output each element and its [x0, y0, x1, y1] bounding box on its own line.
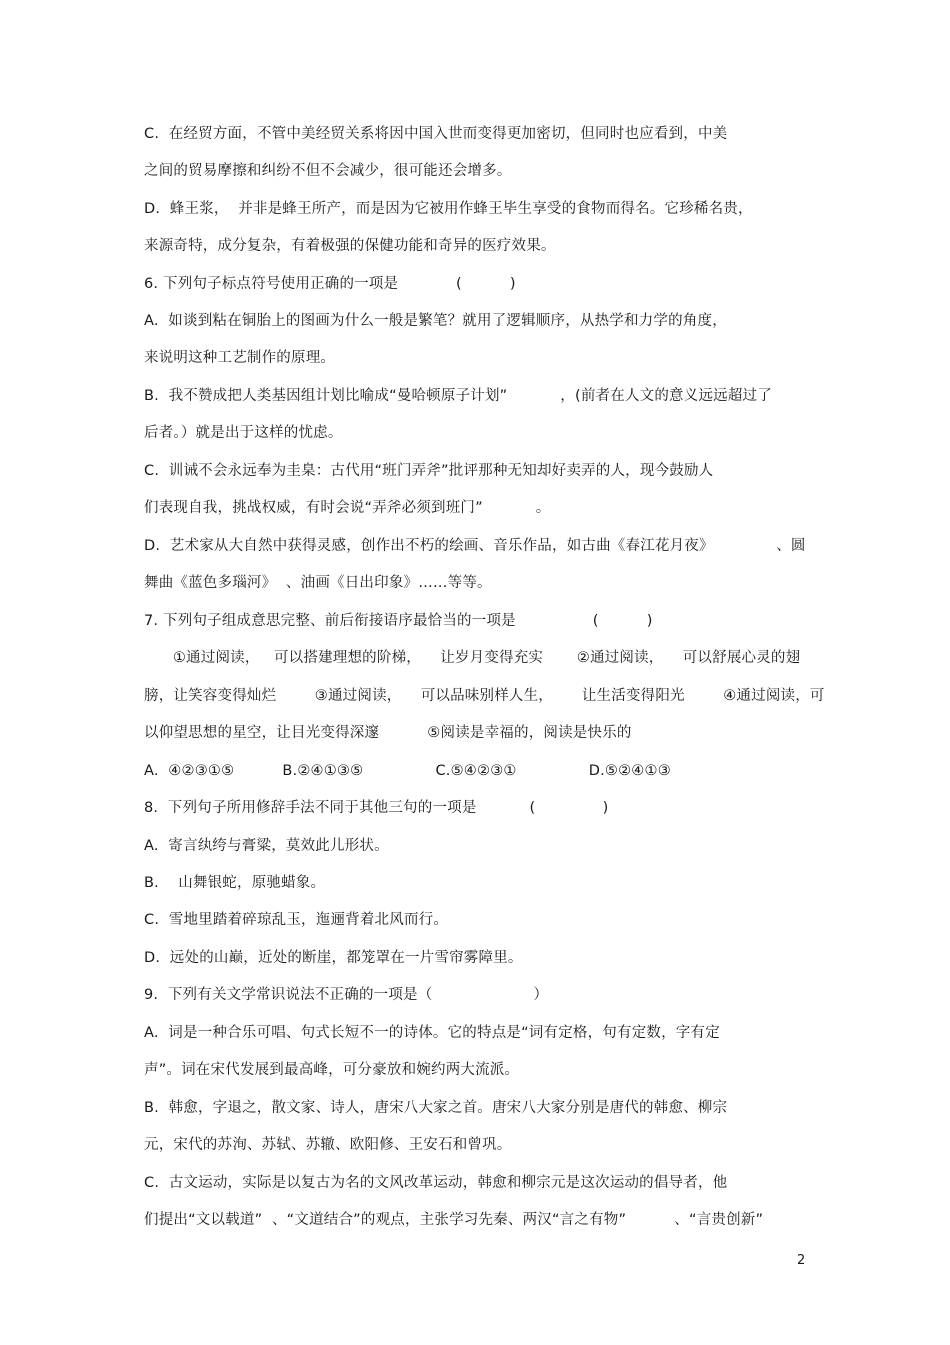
text-line: C. 在经贸方面，不管中美经贸关系将因中国入世而变得更加密切，但同时也应看到，中美 [144, 126, 728, 142]
text-line: 以仰望思想的星空，让目光变得深邃 ⑤阅读是幸福的，阅读是快乐的 [144, 725, 632, 741]
text-line: A. 词是一种合乐可唱、句式长短不一的诗体。它的特点是“词有定格，句有定数，字有定 [144, 1025, 720, 1041]
text-line: B. 山舞银蛇，原驰蜡象。 [144, 875, 326, 891]
text-line: C. 雪地里踏着碎琼乱玉，迤逦背着北风而行。 [144, 912, 449, 928]
text-line: C. 训诫不会永远奉为圭臬：古代用“班门弄斧”批评那种无知却好卖弄的人，现今鼓励人 [144, 463, 714, 479]
text-line: B. 我不赞成把人类基因组计划比喻成“曼哈顿原子计划” ，(前者在人文的意义远远超过了 [144, 388, 772, 404]
text-line: 声”。词在宋代发展到最高峰，可分豪放和婉约两大流派。 [144, 1062, 520, 1078]
text-line: 舞曲《蓝色多瑙河》 、油画《日出印象》……等等。 [144, 575, 492, 591]
text-line: 膀，让笑容变得灿烂 ③通过阅读， 可以品味别样人生， 让生活变得阳光 ④通过阅读，可 [144, 688, 825, 704]
text-line: A. 如谈到粘在铜胎上的图画为什么一般是繁笔？就用了逻辑顺序，从热学和力学的角度， [144, 313, 727, 329]
text-line: A. 寄言纨绔与膏粱，莫效此儿形状。 [144, 838, 389, 854]
text-line: 们表现自我，挑战权威，有时会说“弄斧必须到班门” 。 [144, 500, 551, 516]
text-line: 后者。）就是出于这样的忧虑。 [144, 425, 343, 441]
question-8: 8. 下列句子所用修辞手法不同于其他三句的一项是 ( ) [144, 800, 609, 816]
text-line: ①通过阅读， 可以搭建理想的阶梯， 让岁月变得充实 ②通过阅读， 可以舒展心灵的翅 [144, 650, 801, 666]
text-line: 元，宋代的苏洵、苏轼、苏辙、欧阳修、王安石和曾巩。 [144, 1137, 512, 1153]
text-line: D. 远处的山巅，近处的断崖，都笼罩在一片雪帘雾障里。 [144, 950, 523, 966]
question-7: 7. 下列句子组成意思完整、前后衔接语序最恰当的一项是 ( ) [144, 613, 653, 629]
text-line: 们提出“文以载道” 、“文道结合”的观点，主张学习先秦、两汉“言之有物” 、“言贵创新” [144, 1212, 764, 1228]
page-number: 2 [797, 1253, 806, 1268]
answer-options: A. ④②③①⑤ B.②④①③⑤ C.⑤④②③① D.⑤②④①③ [144, 763, 671, 779]
text-line: B. 韩愈，字退之，散文家、诗人，唐宋八大家之首。唐宋八大家分别是唐代的韩愈、柳宗 [144, 1100, 728, 1116]
text-line: 来源奇特，成分复杂，有着极强的保健功能和奇异的医疗效果。 [144, 238, 556, 254]
text-line: D. 艺术家从大自然中获得灵感，创作出不朽的绘画、音乐作品，如古曲《春江花月夜》 、圆 [144, 538, 806, 554]
text-line: D. 蜂王浆， 并非是蜂王所产，而是因为它被用作蜂王毕生享受的食物而得名。它珍稀名贵， [144, 201, 753, 217]
text-line: 来说明这种工艺制作的原理。 [144, 350, 336, 366]
text-line: 之间的贸易摩擦和纠纷不但不会减少，很可能还会增多。 [144, 163, 512, 179]
question-9: 9. 下列有关文学常识说法不正确的一项是（ ） [144, 987, 549, 1003]
question-6: 6. 下列句子标点符号使用正确的一项是 ( ) [144, 276, 516, 292]
text-line: C. 古文运动，实际是以复古为名的文风改革运动，韩愈和柳宗元是这次运动的倡导者，他 [144, 1175, 728, 1191]
